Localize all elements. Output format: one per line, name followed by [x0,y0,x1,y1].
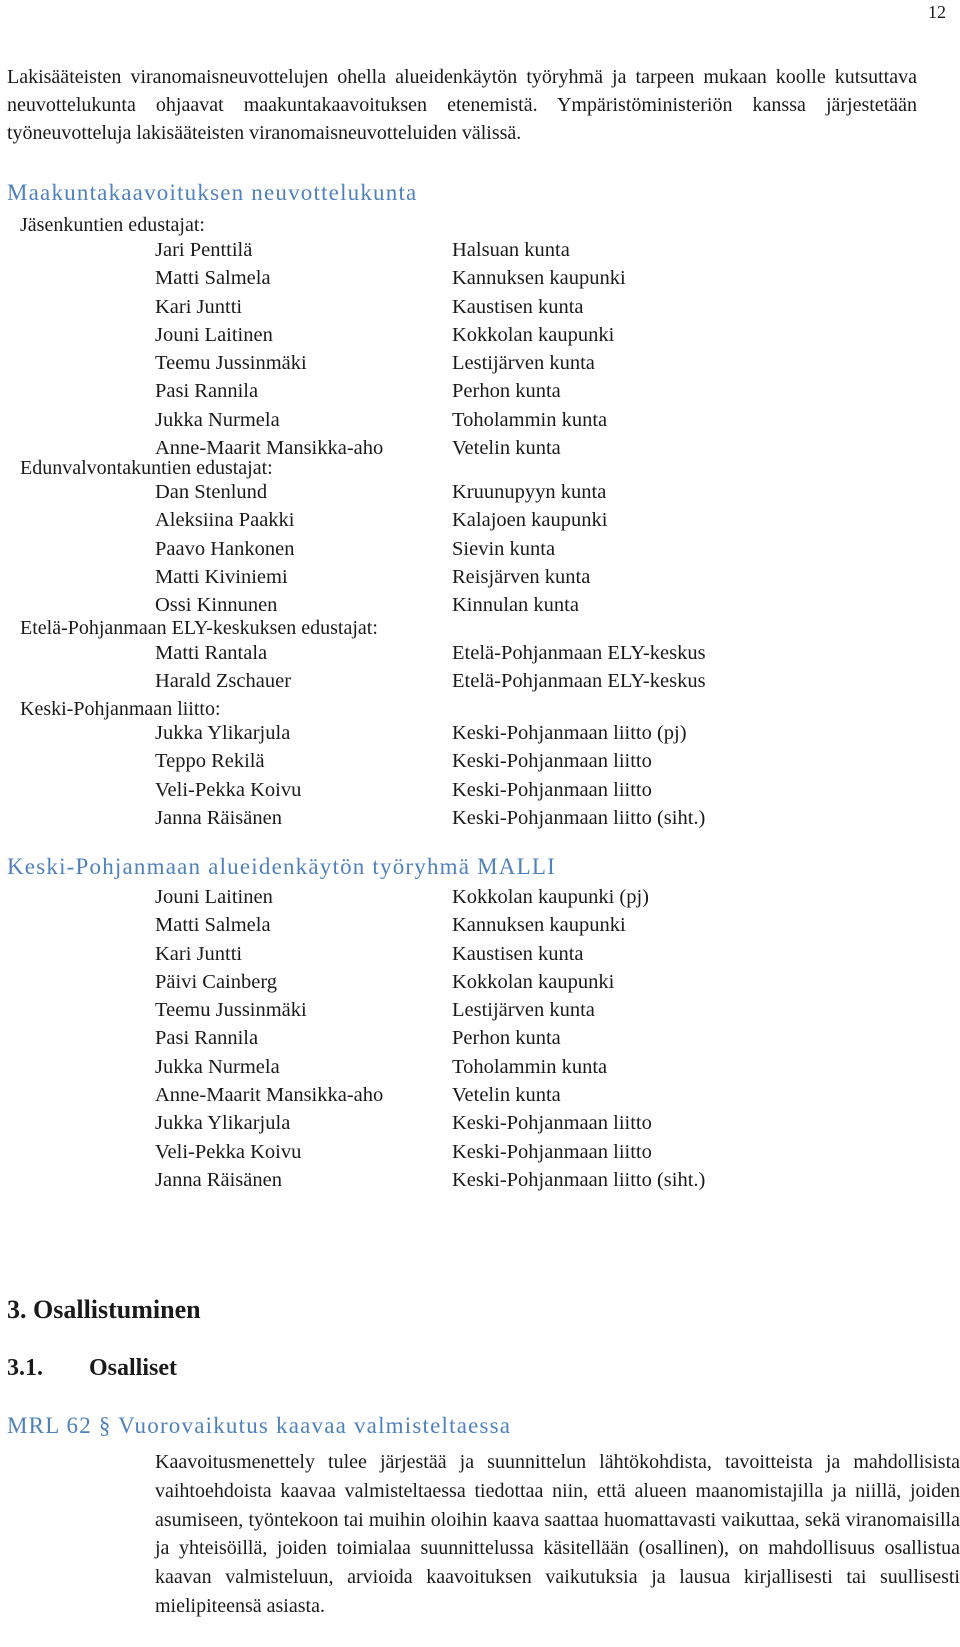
member-organization: Etelä-Pohjanmaan ELY-keskus [452,642,706,664]
intro-paragraph: Lakisääteisten viranomaisneuvottelujen ohella alueidenkäytön työryhmä ja tarpeen mukaan koolle kutsuttava neuvottelukunta ohjaavat maakuntakaavoituksen etenemistä. Ympäristöministeriön kanssa järjestetään työneuvotteluja lakisääteisten viranomaisneuvotteluiden välissä. [7,66,917,144]
member-name: Veli-Pekka Koivu [155,1140,302,1163]
member-row [0,1112,960,1140]
workgroup-member-list [0,886,960,1197]
member-row [0,807,960,835]
member-organization: Kokkolan kaupunki [452,970,615,993]
member-row [0,481,960,509]
member-name: Janna Räisänen [155,806,282,829]
member-row [0,296,960,324]
member-row [0,750,960,778]
member-name: Paavo Hankonen [155,537,295,560]
member-organization: Kalajoen kaupunki [452,509,608,532]
page-number: 12 [928,2,946,22]
member-row [0,971,960,999]
member-organization: Halsuan kunta [452,239,570,261]
member-list [0,642,960,699]
member-organization: Toholammin kunta [452,1055,608,1078]
member-organization: Lestijärven kunta [452,352,595,375]
member-organization: Keski-Pohjanmaan liitto [452,750,652,773]
member-list [0,481,960,622]
subsection-heading-stakeholders [7,1355,177,1382]
member-name: Matti Kiviniemi [155,565,288,588]
member-row [0,1141,960,1169]
member-organization: Perhon kunta [452,380,561,403]
member-organization: Keski-Pohjanmaan liitto (siht.) [452,806,706,829]
member-organization: Keski-Pohjanmaan liitto (pj) [452,722,687,744]
member-organization: Kaustisen kunta [452,942,584,965]
member-organization: Keski-Pohjanmaan liitto (siht.) [452,1168,706,1191]
member-organization: Toholammin kunta [452,408,608,431]
member-row [0,239,960,267]
member-row [0,779,960,807]
member-name: Pasi Rannila [155,380,259,403]
member-organization: Kokkolan kaupunki [452,323,615,346]
member-organization: Etelä-Pohjanmaan ELY-keskus [452,670,706,693]
member-name: Jukka Nurmela [155,408,280,431]
member-name: Päivi Cainberg [155,970,278,993]
member-organization: Kokkolan kaupunki (pj) [452,886,649,908]
group-label-regional-council: Keski-Pohjanmaan liitto: [20,698,221,720]
member-name: Teemu Jussinmäki [155,999,307,1022]
member-organization: Keski-Pohjanmaan liitto [452,1140,652,1163]
mrl-paragraph: Kaavoitusmenettely tulee järjestää ja suunnittelun lähtökohdista, tavoitteista ja mahdollisista vaihtoehdoista kaavaa valmisteltaessa tiedottaa niin, että alueen maanomistajilla ja niillä, joiden asumiseen, työntekoon tai muihin oloihin kaava saattaa huomattavasti vaikuttaa, sekä viranomaisilla ja yhteisöillä, joiden toimialaa suunnittelussa käsitellään (osallinen), on mahdollisuus osallistua kaavan valmisteluun, arvioida kaavoituksen vaikutuksia ja lausua kirjallisesti tai suullisesti mielipiteensä asiasta. [155,1451,960,1617]
member-row [0,380,960,408]
member-name: Kari Juntti [155,295,243,318]
member-name: Aleksiina Paakki [155,509,295,532]
member-organization: Kaustisen kunta [452,295,584,318]
member-row [0,943,960,971]
member-organization: Kinnulan kunta [452,594,579,617]
member-row [0,538,960,566]
member-name: Harald Zschauer [155,670,292,693]
member-name: Matti Salmela [155,267,271,290]
member-name: Anne-Maarit Mansikka-aho [155,437,384,460]
member-list [0,239,960,465]
mrl-heading: MRL 62 § Vuorovaikutus kaavaa valmisteltaessa [7,1413,512,1438]
subsection-title: Osalliset [89,1355,177,1381]
group-label-advocacy-municipalities: Edunvalvontakuntien edustajat: [20,457,273,479]
member-name: Jukka Nurmela [155,1055,280,1078]
member-name: Ossi Kinnunen [155,594,278,617]
member-row [0,914,960,942]
member-row [0,509,960,537]
member-list [0,722,960,835]
member-row [0,324,960,352]
member-row [0,267,960,295]
member-name: Teemu Jussinmäki [155,352,307,375]
member-organization: Reisjärven kunta [452,565,591,588]
member-name: Veli-Pekka Koivu [155,778,302,801]
member-name: Dan Stenlund [155,481,268,503]
member-row [0,1056,960,1084]
member-name: Jouni Laitinen [155,323,273,346]
workgroup-heading: Keski-Pohjanmaan alueidenkäytön työryhmä MALLI [7,854,556,879]
member-name: Jari Penttilä [155,239,253,261]
group-label-ely-centre: Etelä-Pohjanmaan ELY-keskuksen edustajat: [20,617,378,639]
member-row [0,999,960,1027]
member-row [0,409,960,437]
member-name: Matti Salmela [155,914,271,937]
member-row [0,642,960,670]
subsection-number: 3.1. [7,1355,43,1381]
member-organization: Perhon kunta [452,1027,561,1050]
member-row [0,886,960,914]
member-organization: Kannuksen kaupunki [452,267,626,290]
member-row [0,1169,960,1197]
committee-heading: Maakuntakaavoituksen neuvottelukunta [7,180,418,205]
member-row [0,722,960,750]
member-name: Janna Räisänen [155,1168,282,1191]
member-organization: Kannuksen kaupunki [452,914,626,937]
member-name: Anne-Maarit Mansikka-aho [155,1084,384,1107]
member-row [0,566,960,594]
member-row [0,1027,960,1055]
member-name: Teppo Rekilä [155,750,265,773]
member-name: Jouni Laitinen [155,886,273,908]
member-name: Jukka Ylikarjula [155,722,291,744]
member-row [0,352,960,380]
section-heading-participation: 3. Osallistuminen [7,1295,201,1324]
member-row [0,1084,960,1112]
member-organization: Keski-Pohjanmaan liitto [452,778,652,801]
member-organization: Kruunupyyn kunta [452,481,607,503]
group-label-member-municipalities: Jäsenkuntien edustajat: [20,214,205,236]
member-name: Kari Juntti [155,942,243,965]
member-name: Matti Rantala [155,642,268,664]
member-organization: Vetelin kunta [452,1084,561,1107]
member-organization: Keski-Pohjanmaan liitto [452,1112,652,1135]
member-organization: Lestijärven kunta [452,999,595,1022]
member-organization: Sievin kunta [452,537,556,560]
member-organization: Vetelin kunta [452,437,561,460]
member-name: Pasi Rannila [155,1027,259,1050]
member-name: Jukka Ylikarjula [155,1112,291,1135]
